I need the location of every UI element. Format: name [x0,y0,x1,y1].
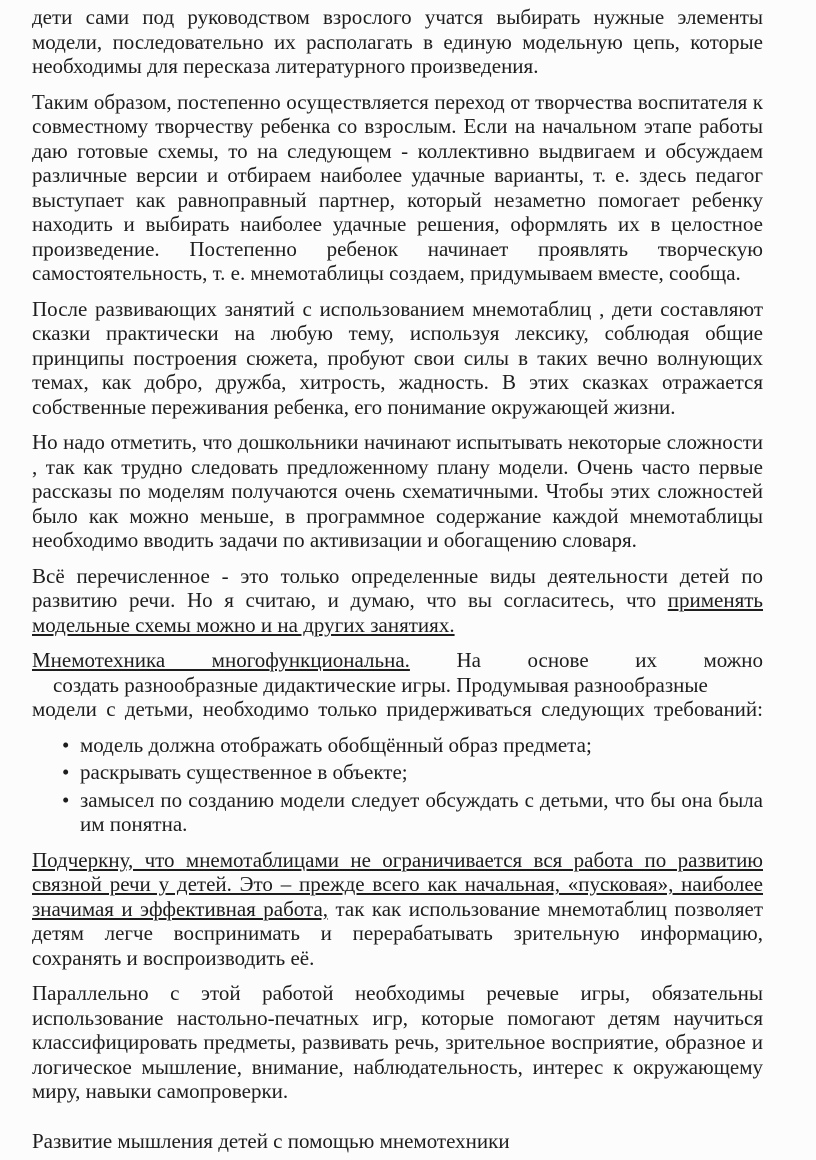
mnemonics-line-2: создать разнообразные дидактические игры. Продумывая разнообразные [53,672,708,697]
paragraph-underline-not-limited-underlined: Подчеркну, что мнемотаблицами не ограничивается вся работа по развитию связной речи у детей. Это – прежде всего как начальная, «пусковая», наиболее значимая и эффективная работа, [32,847,763,921]
paragraph-speech-games: Параллельно с этой работой необходимы речевые игры, обязательны использование настольно-печатных игр, которые помогают детям научиться классифицировать предметы, развивать речь, зрительное восприятие, образное и логическое мышление, внимание, наблюдательность, интерес к окружающему миру, навыки самопроверки. [32,981,763,1103]
section-heading-thinking-development: Развитие мышления детей с помощью мнемотехники [32,1128,510,1153]
mnemonics-line-1-underlined: Мнемотехника многофункциональна. [32,648,410,672]
list-item-generalized-image: • модель должна отображать обобщённый образ предмета; [32,733,763,758]
paragraph-preschooler-difficulties: Но надо отметить, что дошкольники начинают испытывать некоторые сложности , так как трудно следовать предложенному плану модели. Очень часто первые рассказы по моделям получаются очень схематичными. Чтобы этих сложностей было как можно меньше, в программное содержание каждой мнемотаблицы необходимо вводить задачи по активизации и обогащению словаря. [32,430,763,552]
mnemonics-line-1 [32,648,763,673]
paragraph-model-elements: дети сами под руководством взрослого учатся выбирать нужные элементы модели, последовательно их располагать в единую модельную цепь, которые необходимы для пересказа литературного произведения. [32,5,763,78]
mnemonics-line-3: модели с детьми, необходимо только придерживаться следующих требований: [32,697,763,721]
paragraph-apply-model-schemes [32,564,763,638]
list-item-discuss-with-children: • замысел по созданию модели следует обсуждать с детьми, что бы она была им понятна. [32,788,763,837]
paragraph-apply-model-schemes-underlined: применять модельные схемы можно и на других занятиях. [32,588,763,637]
list-item-reveal-essential: • раскрывать существенное в объекте; [32,760,763,785]
model-requirements-list [32,733,763,837]
paragraph-mnemonics-multifunctional [32,648,763,722]
mnemonics-line-1-rest: На основе их можно [409,648,763,672]
paragraph-teacher-to-child-creativity: Таким образом, постепенно осуществляется переход от творчества воспитателя к совместному творчеству ребенка со взрослым. Если на начальном этапе работы даю готовые схемы, то на следующем - коллективно выдвигаем и обсуждаем различные версии и отбираем наиболее удачные варианты, т. е. здесь педагог выступает как равноправный партнер, который незаметно помогает ребенку находить и выбирать наиболее удачные решения, оформлять их в целостное произведение. Постепенно ребенок начинает проявлять творческую самостоятельность, т. е. мнемотаблицы создаем, придумываем вместе, сообща. [32,89,763,285]
paragraph-apply-model-schemes-text: Всё перечисленное - это только определенные виды деятельности детей по развитию речи. Но я считаю, и думаю, что вы согласитесь, что [32,563,763,612]
paragraph-underline-not-limited [32,848,763,971]
paragraph-underline-not-limited-rest: так как использование мнемотаблиц позволяет детям легче воспринимать и перерабатывать зрительную информацию, сохранять и воспроизводить её. [32,896,763,970]
paragraph-after-lessons-fairytales: После развивающих занятий с использованием мнемотаблиц , дети составляют сказки практически на любую тему, используя лексику, соблюдая общие принципы построения сюжета, пробуют свои силы в таких вечно волнующих темах, как добро, дружба, хитрость, жадность. В этих сказках отражается собственные переживания ребенка, его понимание окружающей жизни. [32,296,763,419]
